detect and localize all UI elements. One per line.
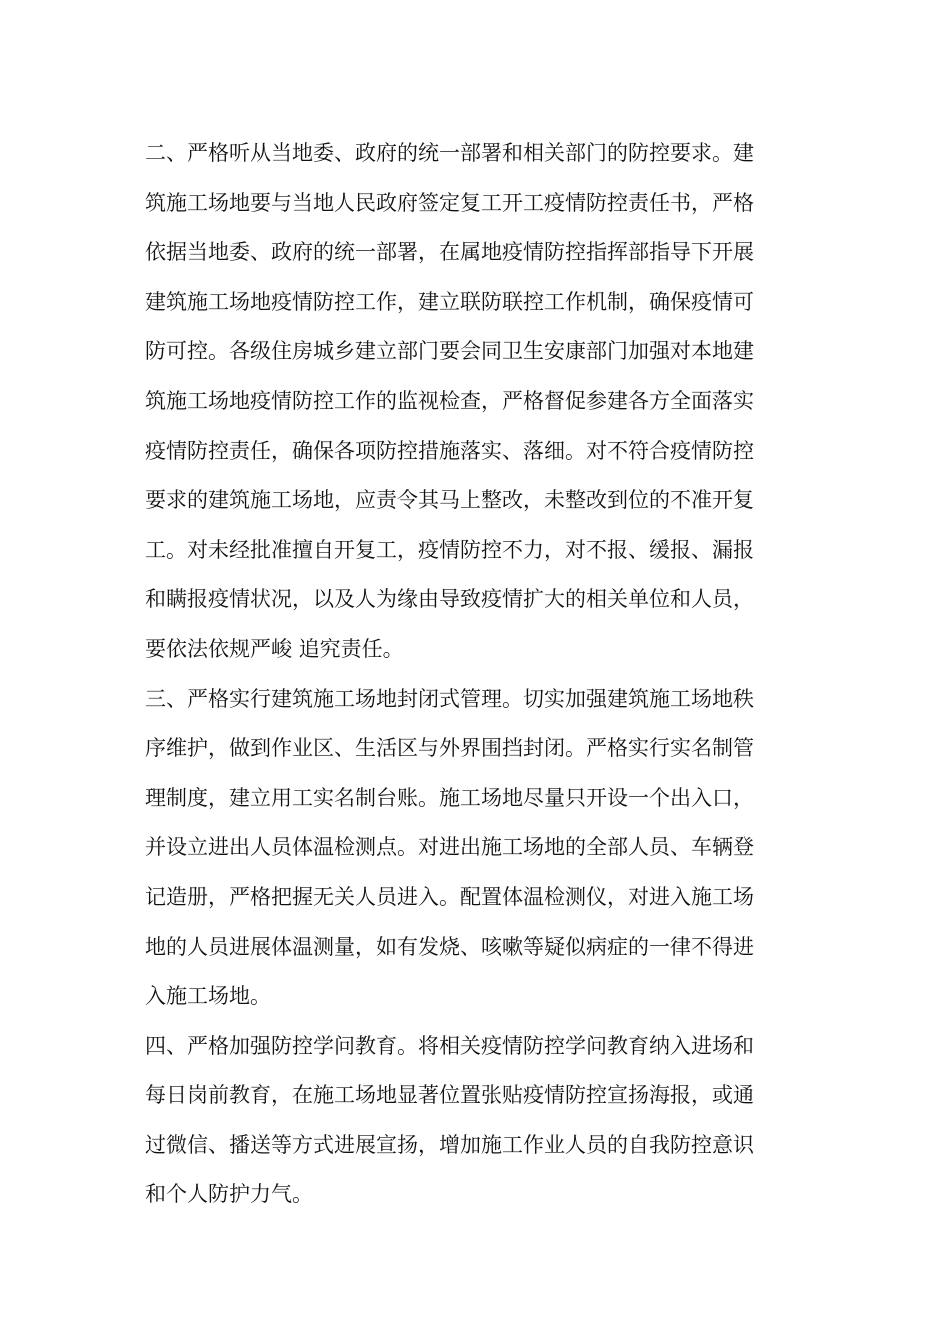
- text-line: 地的人员进展体温测量，如有发烧、咳嗽等疑似病症的一律不得进: [145, 934, 754, 959]
- text-line: 并设立进出人员体温检测点。对进出施工场地的全部人员、车辆登: [145, 835, 754, 860]
- text-line: 三、严格实行建筑施工场地封闭式管理。切实加强建筑施工场地秩: [145, 686, 754, 711]
- text-line: 防可控。各级住房城乡建立部门要会同卫生安康部门加强对本地建: [145, 339, 754, 364]
- text-line: 过微信、播送等方式进展宣扬，增加施工作业人员的自我防控意识: [145, 1132, 754, 1157]
- text-line: 工。对未经批准擅自开复工，疫情防控不力，对不报、缓报、漏报: [145, 537, 754, 562]
- text-line: 和个人防护力气。: [145, 1182, 313, 1207]
- text-line: 疫情防控责任，确保各项防控措施落实、落细。对不符合疫情防控: [145, 438, 754, 463]
- text-line: 筑施工场地疫情防控工作的监视检查，严格督促参建各方全面落实: [145, 388, 754, 413]
- text-line: 要求的建筑施工场地，应责令其马上整改，未整改到位的不准开复: [145, 488, 754, 513]
- text-line: 每日岗前教育，在施工场地显著位置张贴疫情防控宣扬海报，或通: [145, 1083, 754, 1108]
- text-line: 和瞒报疫情状况，以及人为缘由导致疫情扩大的相关单位和人员，: [145, 587, 754, 612]
- text-line: 要依法依规严峻 追究责任。: [145, 636, 404, 661]
- text-line: 序维护，做到作业区、生活区与外界围挡封闭。严格实行实名制管: [145, 736, 754, 761]
- text-line: 建筑施工场地疫情防控工作，建立联防联控工作机制，确保疫情可: [145, 289, 754, 314]
- text-line: 入施工场地。: [145, 984, 271, 1009]
- text-line: 理制度，建立用工实名制台账。施工场地尽量只开设一个出入口，: [145, 785, 754, 810]
- text-line: 依据当地委、政府的统一部署，在属地疫情防控指挥部指导下开展: [145, 240, 754, 265]
- document-body: [145, 129, 810, 1220]
- text-line: 筑施工场地要与当地人民政府签定复工开工疫情防控责任书，严格: [145, 190, 754, 215]
- text-line: 二、严格听从当地委、政府的统一部署和相关部门的防控要求。建: [145, 141, 754, 165]
- text-line: 记造册，严格把握无关人员进入。配置体温检测仪，对进入施工场: [145, 884, 754, 909]
- text-line: 四、严格加强防控学问教育。将相关疫情防控学问教育纳入进场和: [145, 1033, 754, 1058]
